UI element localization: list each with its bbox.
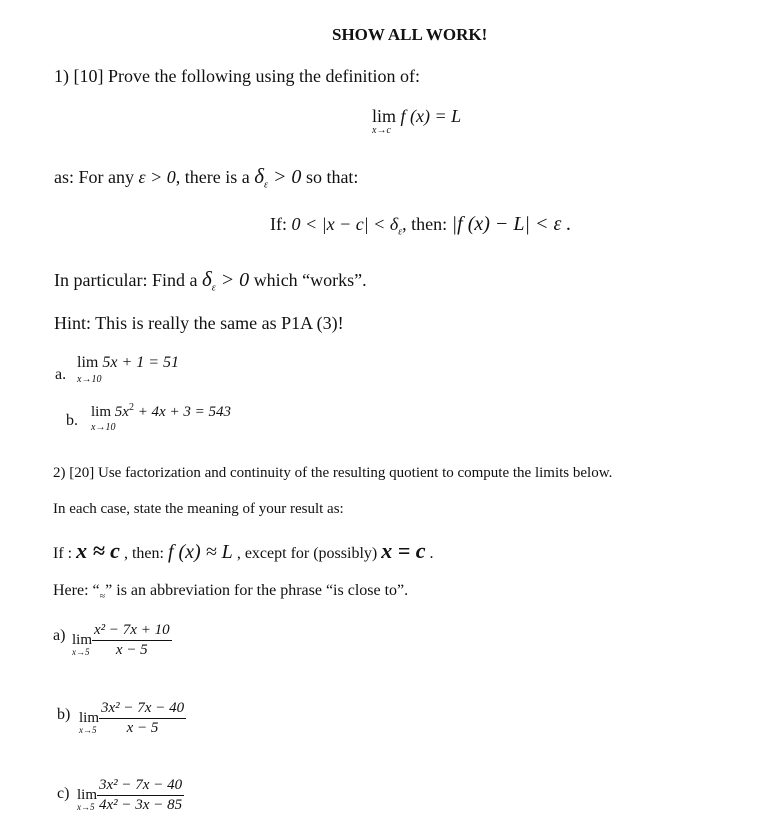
problem-1-intro: 1) [10] Prove the following using the definition of: [54, 66, 420, 86]
condition-text-a: as: For any [54, 167, 139, 187]
item-b-expression [91, 402, 231, 433]
delta-subscript: ε [263, 179, 268, 191]
item-2a-denominator: x − 5 [115, 642, 148, 658]
item-2a-subscript: x→5 [72, 647, 90, 657]
delta-positive-2: > 0 [215, 269, 250, 291]
limit-definition [372, 106, 462, 136]
item-2c-denominator: 4x² − 3x − 85 [99, 797, 183, 813]
limit-operator: lim x→c [372, 106, 397, 136]
item-a-limit: lim x→10 [77, 354, 102, 385]
here-text-a: Here: “ [53, 582, 100, 599]
meaning-statement [53, 538, 434, 564]
then-label: , then: [402, 214, 452, 234]
meaning-end: . [425, 545, 434, 562]
page-title: SHOW ALL WORK! [332, 25, 488, 44]
particular-text-b: which “works”. [249, 270, 367, 290]
item-a-expression [77, 354, 180, 385]
meaning-then-label: , then: [119, 545, 168, 562]
item-2a-label: a) [53, 627, 66, 644]
item-b-label: b. [66, 412, 78, 429]
item-2b-subscript: x→5 [79, 725, 97, 735]
delta-subscript-2: ε [211, 282, 216, 294]
delta-symbol-2: δ [201, 267, 212, 291]
item-b-formula-a: 5x [114, 404, 129, 420]
epsilon-expression: ε > 0 [138, 167, 176, 187]
item-2a-numerator: x² − 7x + 10 [92, 622, 172, 641]
meaning-except: , except for (possibly) [232, 545, 382, 562]
if-expression: 0 < |x − c| < δ [291, 214, 399, 234]
item-2b-expression [79, 700, 186, 737]
item-b-exponent: 2 [128, 402, 134, 413]
particular-text-a: In particular: Find a [54, 270, 202, 290]
item-2a-fraction [92, 622, 172, 659]
if-then-statement [270, 213, 571, 238]
item-2b-numerator: 3x² − 7x − 40 [99, 700, 186, 719]
epsilon-condition [54, 164, 358, 191]
if-label: If: [270, 214, 292, 234]
meaning-then-expression: f (x) ≈ L [167, 541, 233, 563]
problem-2-each-case: In each case, state the meaning of your result as: [53, 501, 344, 517]
item-2c-expression [77, 777, 184, 814]
meaning-if-expression: x ≈ c [76, 538, 120, 563]
condition-text-b: , there is a [175, 167, 255, 187]
item-2b-label: b) [57, 706, 71, 723]
delta-symbol: δ [254, 164, 264, 188]
limit-expression: f (x) = L [400, 106, 462, 126]
item-2c-numerator: 3x² − 7x − 40 [97, 777, 184, 796]
here-statement [53, 582, 408, 602]
then-expression: |f (x) − L| < ε . [451, 213, 572, 235]
item-b-subscript: x→10 [91, 421, 116, 433]
item-2b-fraction [99, 700, 186, 737]
meaning-if-label: If : [53, 545, 77, 562]
item-2a-expression [72, 622, 172, 659]
limit-subscript: x→c [372, 125, 391, 136]
condition-text-c: so that: [305, 167, 359, 187]
item-2c-fraction [97, 777, 184, 814]
item-2c-label: c) [57, 785, 70, 802]
item-a-subscript: x→10 [77, 373, 102, 385]
item-2a-limit: lim x→5 [72, 632, 93, 657]
approx-symbol: ≈ [99, 591, 106, 603]
hint-text: Hint: This is really the same as P1A (3)! [54, 313, 344, 333]
item-a-formula: 5x + 1 = 51 [102, 354, 180, 371]
particular-statement [54, 267, 367, 294]
item-a-label: a. [55, 366, 67, 383]
item-b-formula-b: + 4x + 3 = 543 [133, 404, 231, 420]
item-2b-denominator: x − 5 [126, 720, 159, 736]
delta-positive: > 0 [267, 166, 302, 188]
meaning-except-expression: x = c [381, 538, 426, 563]
item-b-limit: lim x→10 [91, 404, 116, 433]
problem-2-intro: 2) [20] Use factorization and continuity of the resulting quotient to compute the limits below. [53, 465, 613, 481]
item-2c-limit: lim x→5 [77, 787, 98, 812]
if-subscript: ε [398, 226, 403, 238]
item-2c-subscript: x→5 [77, 802, 95, 812]
here-text-b: ” is an abbreviation for the phrase “is close to”. [105, 582, 409, 599]
item-2b-limit: lim x→5 [79, 710, 100, 735]
